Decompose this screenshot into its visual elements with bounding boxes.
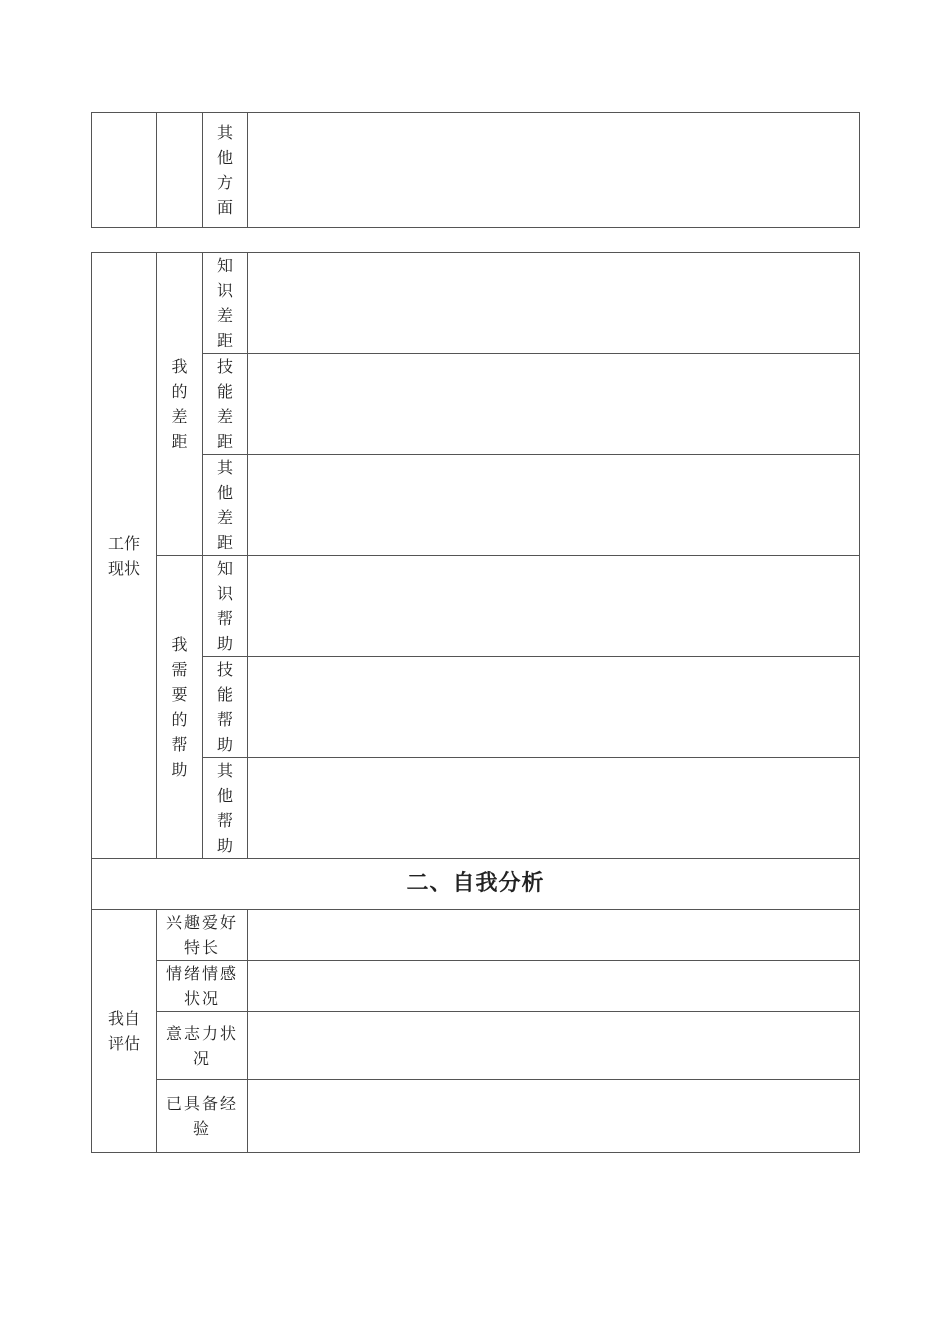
row-label-other-aspects: 其 他 方 面: [203, 113, 248, 228]
answer-cell[interactable]: [248, 354, 860, 455]
row-label-interests: 兴趣爱好特长: [157, 910, 248, 961]
answer-cell[interactable]: [248, 253, 860, 354]
answer-cell[interactable]: [248, 961, 860, 1012]
main-table: [91, 252, 860, 1153]
row-label-other-help: 其 他 帮 助: [203, 758, 248, 859]
group-label-my-gaps: 我 的 差 距: [157, 253, 203, 556]
answer-cell[interactable]: [248, 556, 860, 657]
group-label-help-needed: 我 需 要 的 帮 助: [157, 556, 203, 859]
answer-cell[interactable]: [248, 657, 860, 758]
section-label-work-status: 工作 现状: [92, 253, 157, 859]
answer-cell[interactable]: [248, 455, 860, 556]
row-label-emotions: 情绪情感状况: [157, 961, 248, 1012]
section-label-self-assessment: 我自 评估: [92, 910, 157, 1153]
answer-cell[interactable]: [248, 910, 860, 961]
answer-cell[interactable]: [248, 1080, 860, 1153]
row-label-knowledge-help: 知 识 帮 助: [203, 556, 248, 657]
empty-cell: [157, 113, 203, 228]
row-label-willpower: 意志力状况: [157, 1012, 248, 1080]
top-table: [91, 112, 860, 228]
row-label-skill-help: 技 能 帮 助: [203, 657, 248, 758]
row-label-knowledge-gap: 知 识 差 距: [203, 253, 248, 354]
empty-cell: [92, 113, 157, 228]
row-label-other-gap: 其 他 差 距: [203, 455, 248, 556]
answer-cell[interactable]: [248, 1012, 860, 1080]
row-label-experience: 已具备经验: [157, 1080, 248, 1153]
row-label-skill-gap: 技 能 差 距: [203, 354, 248, 455]
section-heading: 二、自我分析: [92, 859, 860, 910]
answer-cell[interactable]: [248, 758, 860, 859]
answer-cell[interactable]: [248, 113, 860, 228]
